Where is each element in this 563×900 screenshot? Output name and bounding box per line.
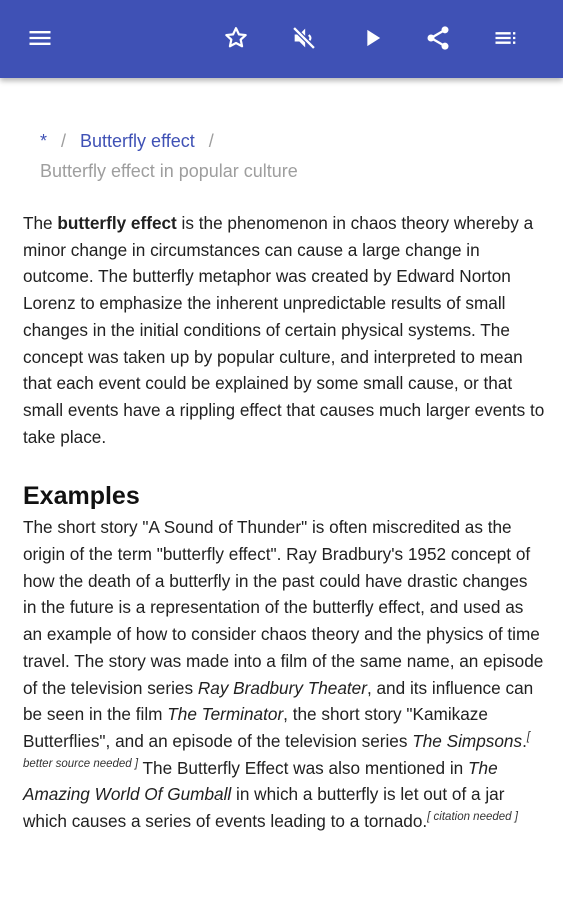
app-toolbar [0,0,563,78]
examples-italic-title: Ray Bradbury Theater [197,677,367,698]
star-outline-icon [222,24,250,52]
examples-text-2: , and its influence can be seen in the film [23,677,534,725]
breadcrumb-home-link[interactable]: * [40,131,48,151]
examples-text-3: , the short story "Kamikaze Butterflies", and an episode of the television series [23,704,488,751]
breadcrumb-parent-link[interactable]: Butterfly effect [80,131,195,151]
intro-text: is the phenomenon in chaos theory whereby a minor change in circumstances can cause a large change in outcome. The butterfly metaphor was created by Edward Norton Lorenz to emphasize the inherent unpredictable results of small changes in the initial conditions of certain physical systems. The concept was taken up by popular culture, and interpreted to mean that each event could be explained by some small cause, or that small events have a rippling effect that causes much larger events to take place. [23,213,545,447]
mute-button[interactable] [286,20,322,56]
volume-off-icon [290,24,318,52]
intro-paragraph [23,210,545,450]
examples-italic-title: The Amazing World Of Gumball [23,757,498,805]
intro-lead-text: The [23,213,58,233]
citation-needed-note[interactable]: [ citation needed ] [427,811,518,824]
examples-text-4: . [522,730,527,751]
examples-text-1: The short story "A Sound of Thunder" is often miscredited as the origin of the term "butterfly effect". Ray Bradbury's 1952 concept of how the death of a butterfly in the past could have drastic changes in the future is a representation of the butterfly effect, and used as an example of how to consider chaos theory and the physics of time travel. The story was made into a film of the same name, an episode of the television series [23,517,544,698]
breadcrumb-separator: / [61,131,67,151]
breadcrumb-separator: / [208,131,214,151]
contents-button[interactable] [488,20,524,56]
share-icon [424,24,452,52]
examples-text-5: The Butterfly Effect was also mentioned in [138,757,469,778]
article-content [0,78,563,900]
play-icon [358,24,386,52]
hamburger-menu-icon [26,24,54,52]
section-heading-examples: Examples [23,482,140,511]
examples-italic-title: The Simpsons [412,730,523,751]
article-body [23,210,545,835]
breadcrumb-current-page: Butterfly effect in popular culture [40,161,298,181]
examples-text-6: in which a butterfly is let out of a jar which causes a series of events leading to a tornado. [23,784,505,832]
examples-italic-title: The Terminator [167,704,284,725]
examples-paragraph [23,514,545,834]
favorite-button[interactable] [218,20,254,56]
menu-button[interactable] [22,20,58,56]
share-button[interactable] [420,20,456,56]
breadcrumb [40,126,540,186]
intro-bold-term: butterfly effect [57,213,177,233]
play-button[interactable] [354,20,390,56]
table-of-contents-icon [492,24,520,52]
better-source-needed-note[interactable]: [ better source needed ] [23,730,531,770]
